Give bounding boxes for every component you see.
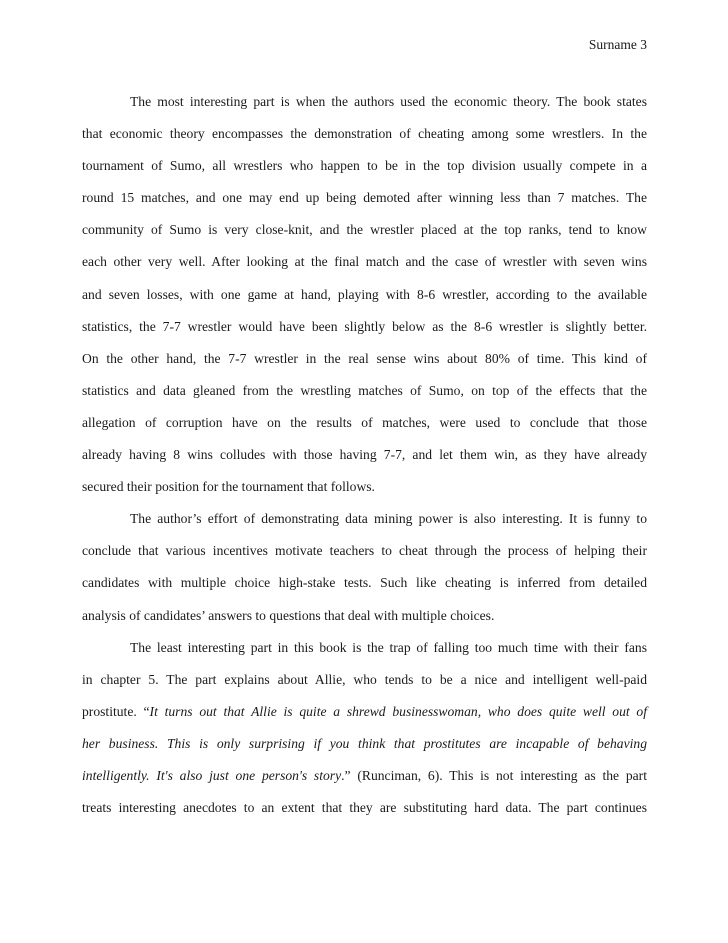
text-line — [82, 311, 647, 343]
text-line — [82, 567, 647, 599]
body-text — [82, 86, 647, 824]
text-segment: that economic theory encompasses the demonstration of cheating among some wrestlers. In the — [82, 126, 647, 142]
italic-text-segment: It turns out that Allie is quite a shrewd businesswoman, who does quite well out of — [149, 703, 647, 719]
text-line — [82, 407, 647, 439]
text-segment: analysis of candidates’ answers to questions that deal with multiple choices. — [82, 607, 495, 623]
text-segment: candidates with multiple choice high-stake tests. Such like cheating is inferred from detailed — [82, 575, 647, 591]
text-line — [82, 792, 647, 824]
text-line — [82, 214, 647, 246]
text-line — [82, 760, 647, 792]
text-line — [82, 535, 647, 567]
text-segment: in chapter 5. The part explains about Allie, who tends to be a nice and intelligent well-paid — [82, 671, 647, 687]
text-segment: allegation of corruption have on the results of matches, were used to conclude that those — [82, 414, 647, 430]
text-segment: conclude that various incentives motivate teachers to cheat through the process of helping their — [82, 543, 647, 559]
text-line — [82, 664, 647, 696]
text-line — [82, 150, 647, 182]
text-segment: tournament of Sumo, all wrestlers who happen to be in the top division usually compete in a — [82, 158, 647, 174]
text-segment: .” (Runciman, 6). This is not interesting as the part — [341, 767, 647, 783]
running-head: Surname 3 — [588, 37, 647, 52]
text-segment: The author’s effort of demonstrating data mining power is also interesting. It is funny to — [130, 511, 647, 527]
text-line — [82, 503, 647, 535]
italic-text-segment: intelligently. It's also just one person's story — [82, 767, 342, 783]
text-segment: statistics, the 7-7 wrestler would have been slightly below as the 8-6 wrestler is slightly better. — [82, 318, 647, 334]
text-line — [82, 632, 647, 664]
text-segment: community of Sumo is very close-knit, and the wrestler placed at the top ranks, tend to know — [82, 222, 647, 238]
text-line — [82, 696, 647, 728]
text-line — [82, 182, 647, 214]
italic-text-segment: her business. This is only surprising if you think that prostitutes are incapable of behaving — [82, 735, 647, 751]
text-segment: round 15 matches, and one may end up being demoted after winning less than 7 matches. The — [82, 190, 647, 206]
text-line — [82, 439, 647, 471]
text-segment: each other very well. After looking at the final match and the case of wrestler with seven wins — [82, 254, 647, 270]
text-segment: The most interesting part is when the authors used the economic theory. The book states — [130, 94, 647, 109]
text-line — [82, 600, 647, 632]
text-segment: statistics and data gleaned from the wrestling matches of Sumo, on top of the effects that the — [82, 382, 647, 398]
text-segment: secured their position for the tournament that follows. — [82, 479, 375, 495]
text-line — [82, 118, 647, 150]
text-segment: already having 8 wins colludes with those having 7-7, and let them win, as they have already — [82, 447, 647, 463]
text-segment: The least interesting part in this book is the trap of falling too much time with their fans — [130, 639, 647, 655]
text-line — [82, 279, 647, 311]
text-segment: prostitute. “ — [82, 703, 150, 719]
text-line — [82, 246, 647, 278]
text-segment: treats interesting anecdotes to an extent that they are substituting hard data. The part continues — [82, 800, 647, 816]
text-segment: On the other hand, the 7-7 wrestler in the real sense wins about 80% of time. This kind of — [82, 350, 647, 366]
text-line — [82, 343, 647, 375]
text-line — [82, 375, 647, 407]
text-line — [82, 86, 647, 118]
text-segment: and seven losses, with one game at hand, playing with 8-6 wrestler, according to the available — [82, 286, 647, 302]
text-line — [82, 471, 647, 503]
text-line — [82, 728, 647, 760]
